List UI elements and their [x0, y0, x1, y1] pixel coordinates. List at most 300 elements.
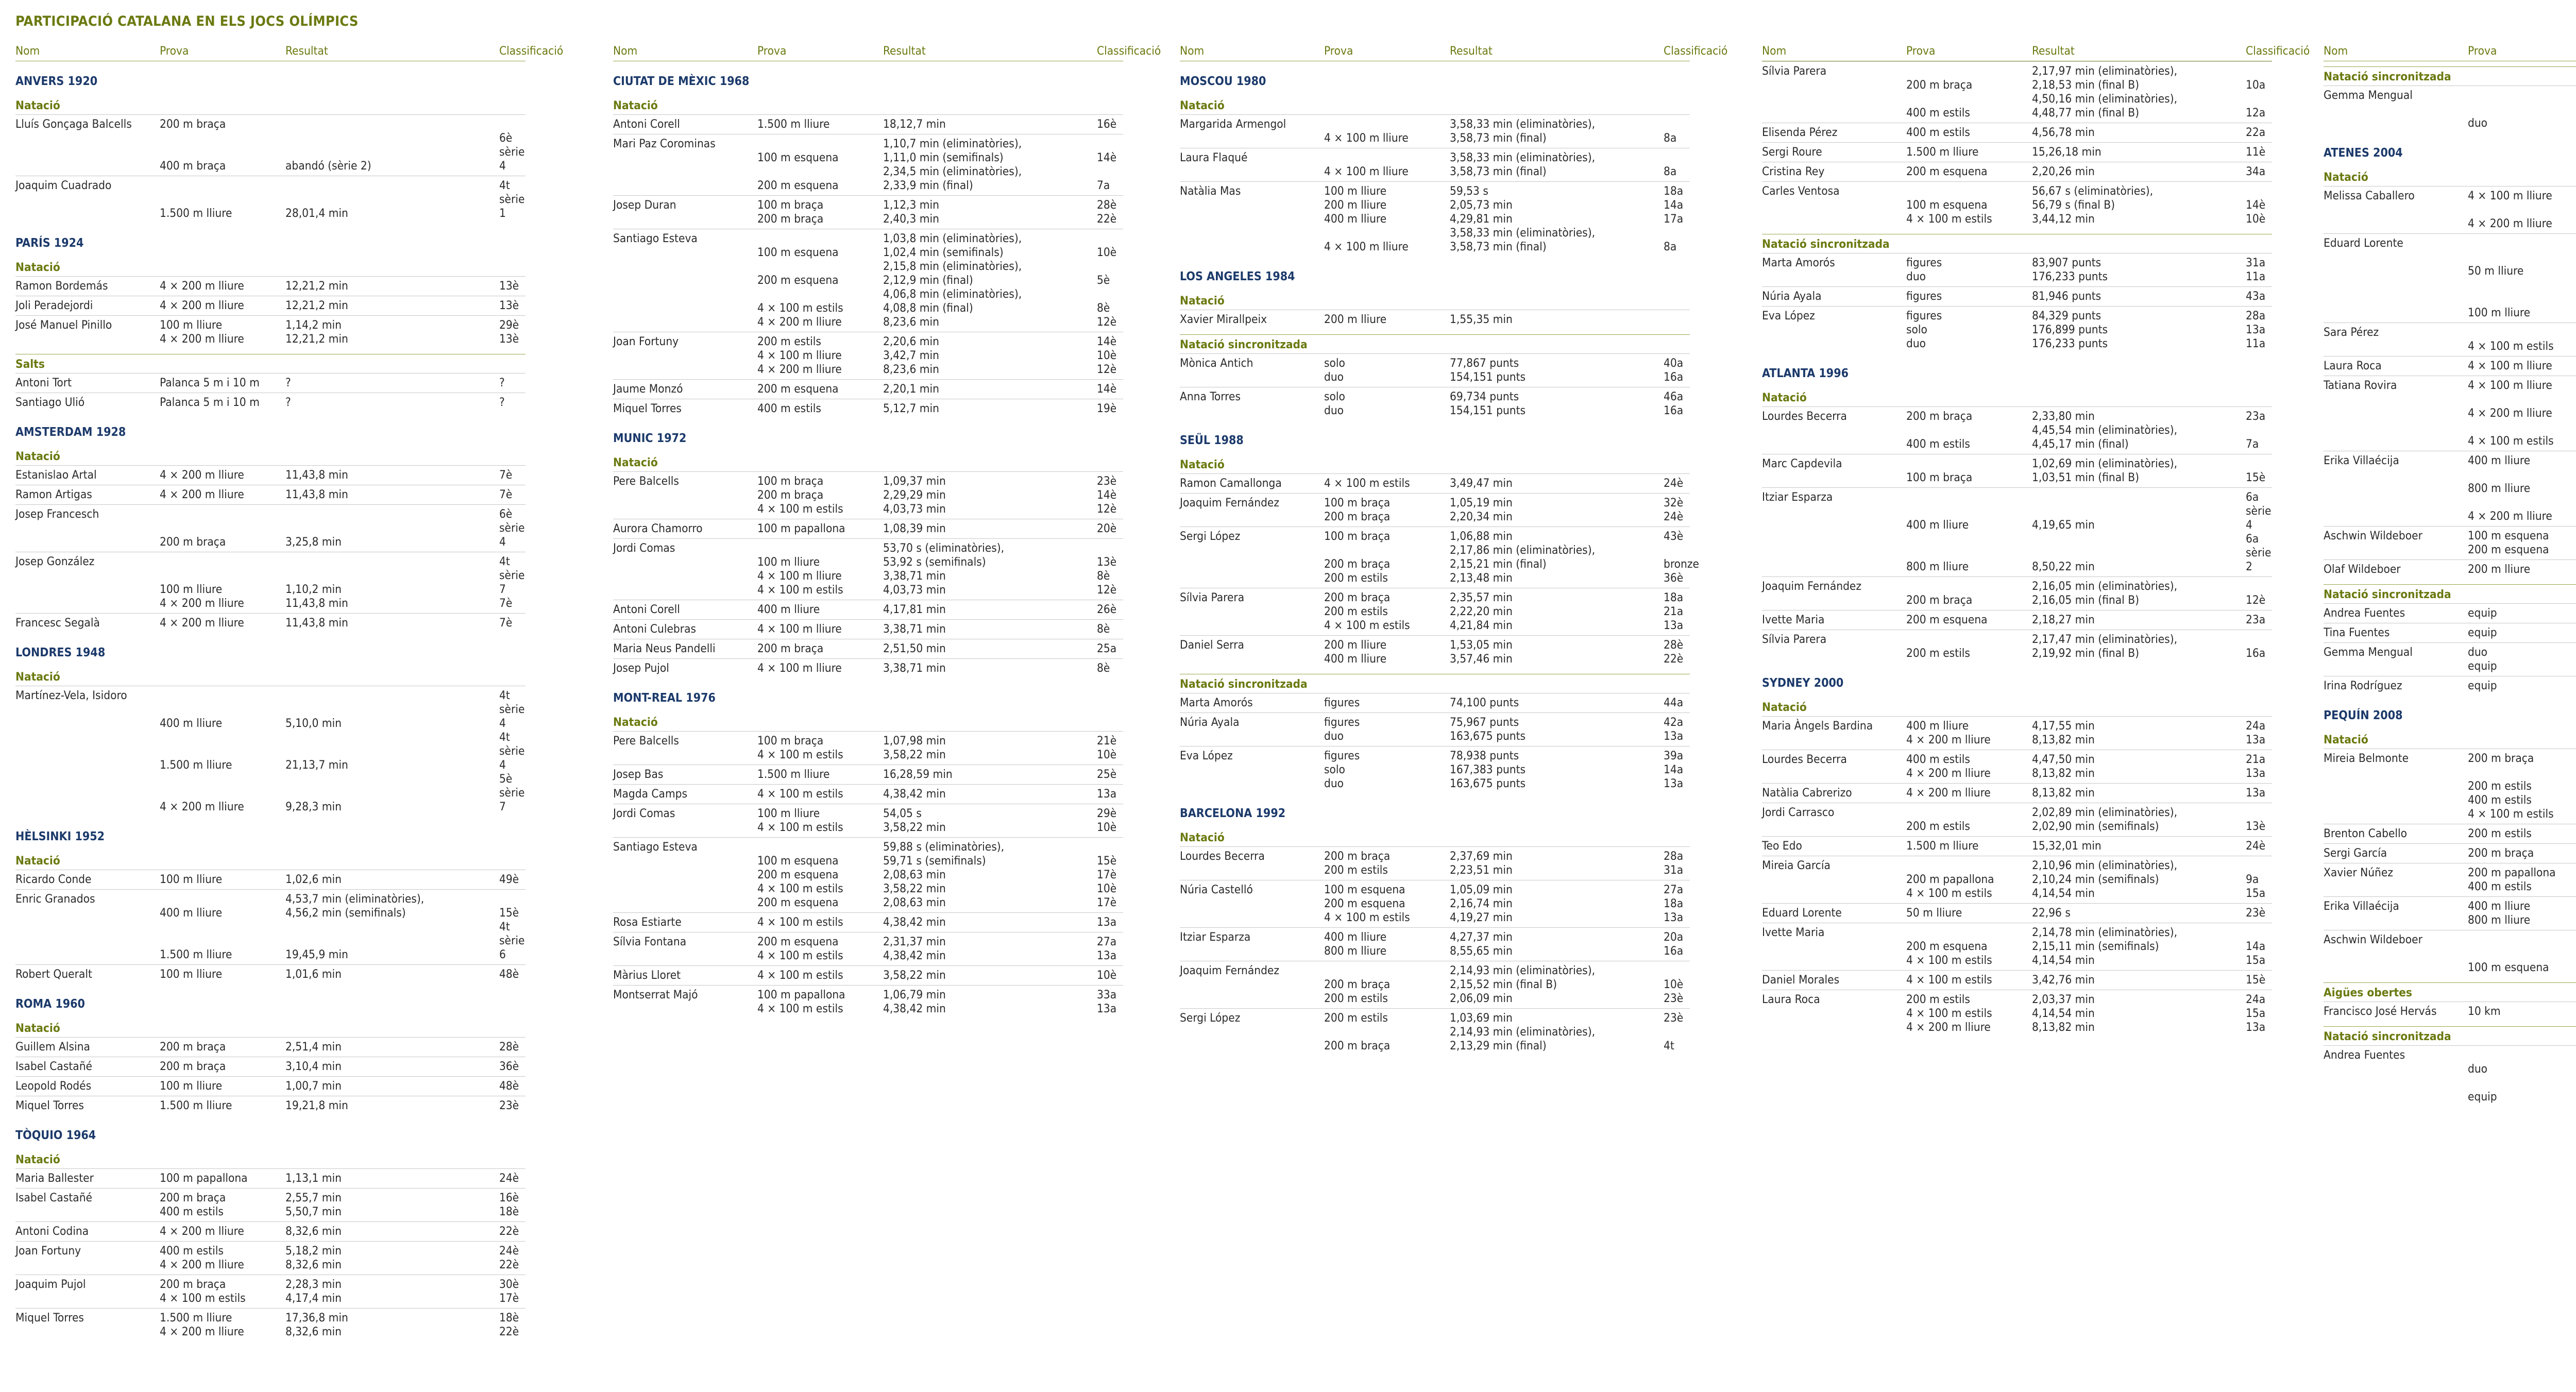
event-rank: 33a — [1097, 988, 1117, 1001]
athlete-row — [613, 639, 1123, 658]
games-heading: SYDNEY 2000 — [1762, 676, 1844, 690]
event-name: 200 m esquena — [1906, 613, 1988, 626]
athlete-name: Lourdes Becerra — [1180, 850, 1265, 863]
event-rank: 17è — [1097, 868, 1117, 881]
event-rank: 13a — [1097, 949, 1117, 962]
athlete-events — [1906, 490, 2272, 574]
event-result: 2,08,63 min — [883, 896, 946, 909]
event-rank: 11a — [2246, 337, 2266, 350]
event-rank: 21è — [1097, 734, 1117, 748]
event-name: duo — [1324, 777, 1344, 790]
event-rank: 23è — [1664, 1011, 1684, 1025]
sport-heading: Natació sincronitzada — [2324, 1026, 2576, 1045]
athlete-name: Gemma Mengual — [2324, 646, 2413, 659]
athlete-events — [1906, 184, 2272, 226]
event-rank: 14è — [1097, 382, 1117, 396]
event-name: solo — [1906, 323, 1927, 336]
event-line — [1324, 763, 1690, 777]
event-line — [1906, 1007, 2272, 1021]
event-line — [1906, 926, 2272, 954]
athlete-name: Sílvia Parera — [1762, 633, 1827, 646]
event-rank: 22è — [499, 1258, 519, 1271]
athlete-row — [2324, 749, 2576, 824]
event-name: 100 m esquena — [2468, 529, 2549, 542]
athlete-name: Margarida Armengol — [1180, 117, 1286, 131]
athlete-name: Maria Àngels Bardina — [1762, 719, 1873, 733]
event-result: 4,17,55 min — [2032, 719, 2095, 733]
event-name: Palanca 5 m i 10 m — [160, 396, 260, 409]
event-line — [1906, 753, 2272, 767]
event-rank: 14a — [1664, 198, 1684, 212]
event-line — [2468, 278, 2576, 320]
event-name: 200 m braça — [757, 212, 824, 226]
event-result: 2,35,57 min — [1450, 591, 1513, 604]
athlete-name: Núria Ayala — [1180, 716, 1240, 729]
event-rank: 31a — [2246, 256, 2266, 269]
sport-heading: Natació — [613, 99, 658, 112]
athlete-row — [15, 686, 526, 817]
event-result: 12,21,2 min — [285, 279, 348, 293]
athlete-row — [15, 1037, 526, 1057]
event-rank: 14è — [1097, 151, 1117, 164]
athlete-events — [757, 622, 1123, 636]
event-name: 200 m braça — [1324, 557, 1391, 571]
event-rank: 13a — [1664, 619, 1684, 632]
event-rank: 16a — [1664, 370, 1684, 384]
athlete-events — [2468, 1005, 2576, 1018]
athlete-name: Pere Balcells — [613, 734, 679, 748]
header-rank: Classificació — [1664, 44, 1728, 58]
athlete-events — [1906, 633, 2272, 660]
athlete-events — [1324, 696, 1690, 710]
athlete-events — [757, 915, 1123, 929]
event-line — [1906, 786, 2272, 800]
event-result: 81,946 punts — [2032, 290, 2102, 303]
event-rank: 12è — [2246, 593, 2266, 607]
event-line — [1324, 370, 1690, 384]
event-rank: 12è — [1097, 315, 1117, 329]
athlete-name: Eva López — [1762, 309, 1815, 322]
event-result: 2,14,78 min (eliminatòries), 2,15,11 min (semifinals) — [2032, 926, 2178, 953]
event-name: 200 m esquena — [1906, 940, 1988, 953]
event-result: 8,32,6 min — [285, 1258, 342, 1271]
athlete-row — [613, 229, 1123, 332]
event-result: 2,15,8 min (eliminatòries), 2,12,9 min (final) — [883, 260, 1022, 287]
event-line — [1906, 490, 2272, 532]
event-line — [757, 198, 1123, 212]
event-name: 4 × 200 m lliure — [2468, 510, 2552, 523]
event-result: 2,16,74 min — [1450, 897, 1513, 910]
event-line — [2468, 606, 2576, 620]
event-result: 3,58,33 min (eliminatòries), 3,58,73 min (final) — [1450, 151, 1596, 178]
athlete-name: Josep Duran — [613, 198, 676, 212]
event-rank: 4t sèrie 1 — [499, 179, 525, 220]
athlete-events — [160, 1311, 526, 1339]
athlete-row — [15, 276, 526, 296]
header-result: Resultat — [1450, 44, 1493, 58]
athlete-name: Marc Capdevila — [1762, 457, 1842, 470]
event-rank: 4t — [1664, 1039, 1674, 1053]
event-rank: 13a — [1664, 911, 1684, 924]
event-rank: 16a — [1664, 944, 1684, 958]
event-result: 1,14,2 min — [285, 318, 342, 332]
event-name: 100 m esquena — [1324, 883, 1405, 896]
athlete-events — [757, 661, 1123, 675]
athlete-name: Aschwin Wildeboer — [2324, 529, 2422, 542]
event-name: 4 × 100 m estils — [1324, 619, 1410, 632]
header-rank: Classificació — [2246, 44, 2310, 58]
event-line — [160, 279, 526, 293]
event-result: 8,23,6 min — [883, 363, 939, 376]
athlete-row — [1180, 148, 1690, 181]
athlete-name: Antoni Codina — [15, 1225, 89, 1238]
event-rank: 13a — [2246, 733, 2266, 746]
event-name: 4 × 200 m lliure — [757, 315, 842, 329]
event-name: 400 m lliure — [160, 906, 223, 920]
athlete-row — [1180, 181, 1690, 257]
event-name: 400 m estils — [160, 1205, 224, 1218]
event-result: 56,67 s (eliminatòries), 56,79 s (final B) — [2032, 184, 2154, 212]
event-rank: 13a — [2246, 1021, 2266, 1034]
event-rank: 7a — [2246, 437, 2259, 451]
athlete-name: Joaquim Pujol — [15, 1278, 86, 1291]
athlete-events — [1906, 859, 2272, 901]
sport-heading: Natació sincronitzada — [1762, 234, 2272, 253]
event-name: 400 m lliure — [757, 603, 820, 616]
event-line — [1324, 404, 1690, 418]
games-heading: CIUTAT DE MÈXIC 1968 — [613, 75, 750, 88]
athlete-events — [757, 541, 1123, 597]
event-name: 4 × 100 m lliure — [2468, 359, 2552, 372]
event-line — [2468, 379, 2576, 393]
event-line — [757, 969, 1123, 982]
athlete-row — [15, 1188, 526, 1221]
athlete-name: Cristina Rey — [1762, 165, 1825, 178]
event-rank: 13è — [499, 279, 519, 293]
athlete-events — [1906, 613, 2272, 627]
event-result: 4,29,81 min — [1450, 212, 1513, 226]
event-rank: 24a — [2246, 719, 2266, 733]
event-name: 4 × 100 m estils — [2468, 807, 2554, 821]
event-name: 400 m lliure — [1324, 652, 1387, 666]
event-line — [1324, 198, 1690, 212]
athlete-events — [1906, 126, 2272, 140]
event-result: 1,12,3 min — [883, 198, 939, 212]
athlete-row — [1762, 716, 2272, 750]
header-event: Prova — [757, 44, 787, 58]
athlete-events — [160, 507, 526, 549]
athlete-name: Sílvia Parera — [1762, 64, 1827, 78]
athlete-name: Marta Amorós — [1180, 696, 1253, 709]
athlete-row — [1180, 880, 1690, 927]
event-name: 4 × 200 m lliure — [160, 1325, 244, 1338]
table-column-2 — [613, 44, 1161, 1384]
event-result: 4,06,8 min (eliminatòries), 4,08,8 min (final) — [883, 287, 1022, 315]
event-result: 3,58,22 min — [883, 748, 946, 761]
athlete-row — [1762, 803, 2272, 836]
athlete-row — [2324, 356, 2576, 376]
athlete-row — [15, 176, 526, 223]
event-line — [1324, 863, 1690, 877]
athlete-name: Xavier Mirallpeix — [1180, 313, 1267, 326]
event-result: 19,21,8 min — [285, 1099, 348, 1112]
event-line — [1906, 613, 2272, 627]
athlete-row — [2324, 526, 2576, 559]
event-rank: 20è — [1097, 522, 1117, 535]
athlete-events — [160, 1191, 526, 1219]
table-column-5 — [2324, 44, 2576, 1384]
event-rank: 30è — [499, 1278, 519, 1291]
event-line — [1906, 64, 2272, 92]
event-line — [757, 474, 1123, 488]
athlete-events — [2468, 1048, 2576, 1104]
event-name: 200 m esquena — [757, 935, 839, 948]
event-rank: 27a — [1097, 935, 1117, 948]
event-rank: ? — [499, 376, 505, 389]
event-name: 200 m esquena — [757, 868, 839, 881]
header-result: Resultat — [2032, 44, 2075, 58]
event-line — [2468, 913, 2576, 927]
event-line — [160, 873, 526, 887]
event-result: 3,58,33 min (eliminatòries), 3,58,73 min (final) — [1450, 226, 1596, 253]
sport-heading: Natació — [15, 854, 60, 868]
event-rank: 10è — [1097, 349, 1117, 362]
sport-heading: Natació — [15, 1153, 60, 1166]
event-line — [160, 376, 526, 390]
event-result: 2,51,4 min — [285, 1040, 342, 1054]
event-name: 10 km — [2468, 1005, 2501, 1018]
event-line — [757, 949, 1123, 963]
athlete-name: Enric Granados — [15, 892, 95, 906]
athlete-name: Antoni Tort — [15, 376, 72, 389]
event-rank: 8a — [1664, 165, 1677, 178]
athlete-events — [1906, 256, 2272, 284]
event-name: 4 × 100 m estils — [1906, 1007, 1992, 1020]
event-result: 3,44,12 min — [2032, 212, 2095, 226]
athlete-row — [15, 1241, 526, 1275]
event-rank: 16a — [2246, 647, 2266, 660]
event-rank: 36è — [1664, 571, 1684, 585]
event-line — [1906, 337, 2272, 351]
athlete-row — [1180, 712, 1690, 746]
event-name: duo — [1906, 337, 1926, 350]
athlete-row — [1180, 746, 1690, 793]
event-rank: 13è — [1097, 555, 1117, 569]
event-rank: 28a — [2246, 309, 2266, 322]
event-name: 200 m braça — [1324, 978, 1391, 991]
event-name: 4 × 100 m estils — [1324, 477, 1410, 490]
event-line — [757, 569, 1123, 583]
sport-heading: Natació — [1762, 701, 1807, 714]
event-rank: 28è — [1097, 198, 1117, 212]
event-line — [1324, 729, 1690, 743]
event-result: 4,19,65 min — [2032, 518, 2095, 532]
event-result: 1,01,6 min — [285, 967, 342, 981]
event-result: 3,42,76 min — [2032, 973, 2095, 987]
event-result: 3,49,47 min — [1450, 477, 1513, 490]
athlete-events — [757, 768, 1123, 782]
event-rank: 31a — [1664, 863, 1684, 877]
athlete-events — [1906, 786, 2272, 800]
athlete-row — [613, 600, 1123, 619]
event-name: equip — [2468, 679, 2497, 692]
event-line — [160, 1225, 526, 1238]
athlete-events — [757, 603, 1123, 617]
athlete-name: Mireia Belmonte — [2324, 752, 2409, 765]
event-name: 4 × 200 m lliure — [1906, 1021, 1991, 1034]
event-name: 200 m papallona — [2468, 866, 2556, 879]
athlete-row — [1180, 1008, 1690, 1056]
athlete-name: Erika Villaécija — [2324, 454, 2399, 467]
athlete-row — [613, 195, 1123, 229]
athlete-events — [160, 179, 526, 220]
event-line — [2468, 766, 2576, 793]
event-rank: 15a — [2246, 1007, 2266, 1020]
event-rank: 43è — [1664, 530, 1684, 543]
athlete-row — [2324, 623, 2576, 642]
athlete-name: José Manuel Pinillo — [15, 318, 112, 332]
athlete-name: Sílvia Fontana — [613, 935, 687, 948]
event-name: 4 × 100 m lliure — [757, 569, 842, 583]
athlete-row — [1180, 693, 1690, 712]
event-rank: 10è — [1097, 821, 1117, 834]
athlete-events — [1324, 184, 1690, 254]
event-line — [2468, 529, 2576, 543]
event-result: 1,05,09 min — [1450, 883, 1513, 896]
athlete-name: Josep Pujol — [613, 661, 669, 675]
athlete-events — [160, 555, 526, 610]
event-line — [1906, 973, 2272, 987]
athlete-name: Mònica Antich — [1180, 357, 1253, 370]
event-rank: 28a — [1664, 850, 1684, 863]
event-result: 167,383 punts — [1450, 763, 1526, 776]
event-name: 200 m estils — [1906, 993, 1970, 1006]
event-line — [757, 868, 1123, 882]
event-rank: 22è — [499, 1325, 519, 1338]
event-line — [160, 892, 526, 920]
event-rank: 8a — [1664, 131, 1677, 145]
event-line — [757, 840, 1123, 868]
athlete-row — [15, 504, 526, 552]
event-rank: 22è — [499, 1225, 519, 1238]
athlete-events — [160, 616, 526, 630]
athlete-events — [160, 1225, 526, 1238]
athlete-name: Josep Bas — [613, 768, 664, 781]
event-result: 1,00,7 min — [285, 1079, 342, 1093]
event-rank: 13a — [1097, 915, 1117, 929]
event-name: figures — [1324, 716, 1360, 729]
event-result: 2,33,80 min — [2032, 410, 2095, 423]
header-name: Nom — [613, 44, 638, 58]
athlete-events — [160, 299, 526, 313]
sport-heading: Natació — [15, 450, 60, 463]
sport-heading: Natació sincronitzada — [1180, 334, 1690, 353]
athlete-name: Miquel Torres — [613, 402, 682, 415]
athlete-row — [613, 985, 1123, 1018]
athlete-events — [2468, 933, 2576, 975]
athlete-events — [1906, 806, 2272, 834]
event-line — [2468, 359, 2576, 373]
event-result: 9,28,3 min — [285, 800, 342, 813]
athlete-name: Isabel Castañé — [15, 1191, 92, 1204]
event-result: 1,13,1 min — [285, 1172, 342, 1185]
athlete-events — [2468, 236, 2576, 320]
athlete-name: Laura Roca — [2324, 359, 2382, 372]
athlete-events — [1906, 410, 2272, 451]
event-name: 100 m lliure — [160, 873, 223, 886]
event-rank: 23a — [2246, 613, 2266, 626]
athlete-events — [160, 376, 526, 390]
athlete-name: Santiago Esteva — [613, 840, 698, 854]
event-line — [757, 661, 1123, 675]
athlete-row — [2324, 896, 2576, 930]
column-header-row — [15, 44, 564, 61]
athlete-events — [1906, 580, 2272, 607]
event-rank: 4t sèrie 6 — [499, 920, 525, 961]
event-rank: 5è — [1097, 274, 1110, 287]
event-result: 2,34,5 min (eliminatòries), 2,33,9 min (final) — [883, 165, 1022, 192]
athlete-name: Melissa Caballero — [2324, 189, 2415, 202]
event-name: 4 × 200 m lliure — [160, 488, 244, 501]
event-line — [1906, 323, 2272, 337]
event-name: 100 m braça — [757, 474, 824, 488]
event-rank: 13a — [1097, 1002, 1117, 1015]
event-line — [1324, 510, 1690, 524]
athlete-name: Anna Torres — [1180, 390, 1241, 403]
event-line — [1906, 767, 2272, 780]
event-line — [2468, 679, 2576, 693]
event-result: 15,32,01 min — [2032, 839, 2102, 853]
header-event: Prova — [2468, 44, 2497, 58]
event-result: 2,55,7 min — [285, 1191, 342, 1204]
games-heading: MONT-REAL 1976 — [613, 691, 716, 705]
event-line — [757, 642, 1123, 656]
athlete-row — [1762, 576, 2272, 610]
event-result: 2,22,20 min — [1450, 605, 1513, 618]
event-line — [1906, 457, 2272, 485]
event-line — [2468, 1048, 2576, 1076]
athlete-name: Marta Amorós — [1762, 256, 1835, 269]
event-line — [1906, 410, 2272, 423]
event-rank: 49è — [499, 873, 519, 886]
event-line — [160, 131, 526, 173]
athlete-events — [160, 468, 526, 482]
athlete-events — [757, 335, 1123, 377]
event-name: duo — [1324, 370, 1344, 384]
athlete-row — [1762, 856, 2272, 903]
event-name: duo — [2468, 646, 2488, 659]
athlete-events — [757, 787, 1123, 801]
athlete-row — [1180, 635, 1690, 669]
event-result: 2,37,69 min — [1450, 850, 1513, 863]
event-line — [757, 137, 1123, 165]
event-name: 4 × 100 m estils — [757, 915, 843, 929]
event-name: duo — [1906, 270, 1926, 283]
event-name: 4 × 100 m estils — [757, 1002, 843, 1015]
event-result: 21,13,7 min — [285, 758, 348, 772]
event-rank: 12è — [1097, 502, 1117, 516]
event-result: 176,233 punts — [2032, 337, 2108, 350]
event-result: 1,09,37 min — [883, 474, 946, 488]
event-line — [160, 1311, 526, 1325]
event-rank: 17è — [499, 1292, 519, 1305]
athlete-events — [160, 1099, 526, 1113]
athlete-name: Núria Ayala — [1762, 290, 1822, 303]
athlete-row — [2324, 676, 2576, 695]
event-name: duo — [1324, 729, 1344, 743]
event-name: solo — [1324, 390, 1345, 403]
event-result: 54,05 s — [883, 807, 922, 820]
